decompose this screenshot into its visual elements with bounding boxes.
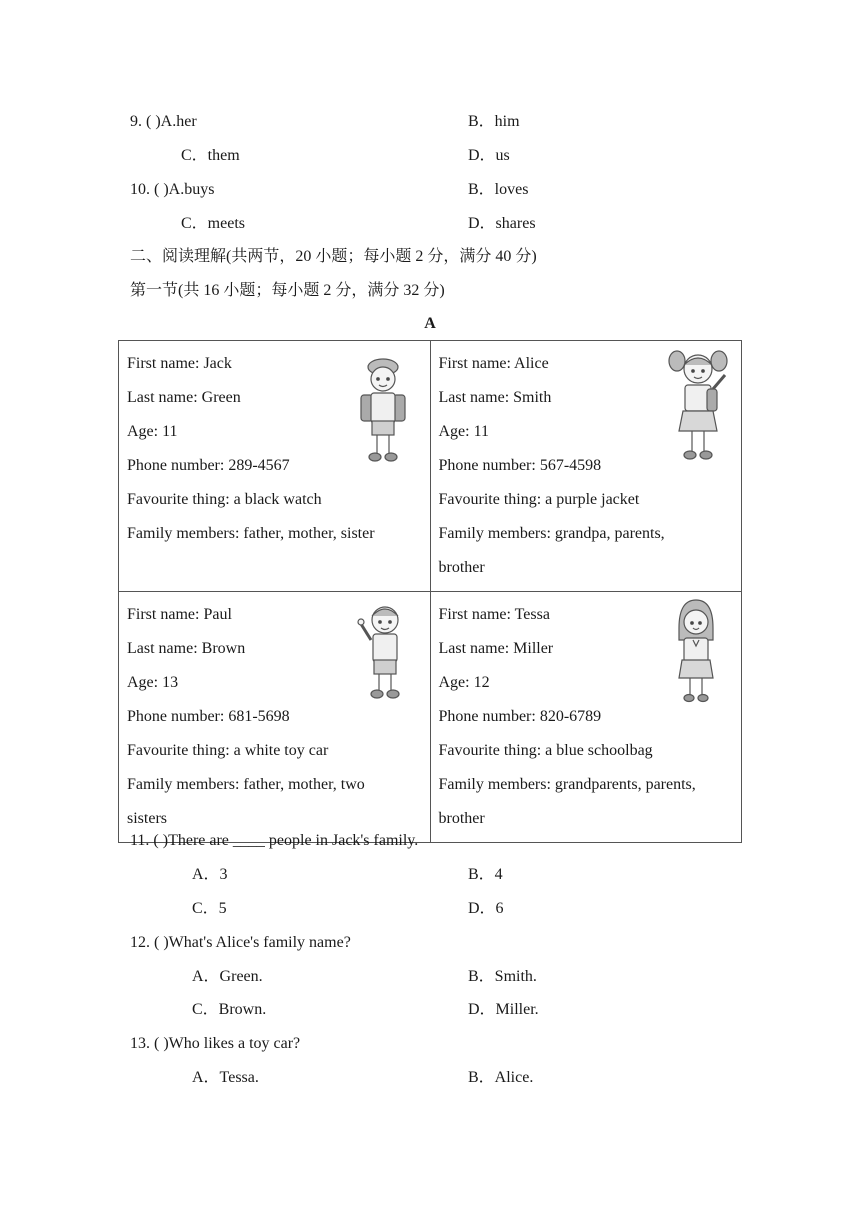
q12-stem: 12. ( )What's Alice's family name?	[130, 934, 351, 951]
card-first-name: First name: Jack	[127, 355, 232, 372]
card-phone: Phone number: 567-4598	[438, 457, 602, 474]
card-family-members: Family members: grandparents, parents,	[438, 776, 696, 793]
q9-option-d: D．us	[468, 147, 510, 164]
card-phone: Phone number: 289-4567	[127, 457, 290, 474]
q12-option-d: D．Miller.	[468, 1001, 539, 1018]
card-phone: Phone number: 820-6789	[438, 708, 602, 725]
card-last-name: Last name: Green	[127, 389, 241, 406]
q11-option-a: A．3	[192, 866, 228, 883]
q9-stem-option-a: 9. ( )A.her	[130, 113, 197, 130]
profile-cards-table	[118, 340, 742, 843]
section-2-title: 二、阅读理解(共两节，20 小题；每小题 2 分，满分 40 分)	[130, 248, 537, 265]
card-family-members-cont: brother	[438, 810, 485, 827]
q11-option-d: D．6	[468, 900, 504, 917]
card-age: Age: 12	[438, 674, 490, 691]
card-favourite-thing: Favourite thing: a purple jacket	[438, 491, 640, 508]
card-family-members-cont: sisters	[127, 810, 167, 827]
card-age: Age: 13	[127, 674, 179, 691]
q11-option-b: B．4	[468, 866, 503, 883]
boy-with-backpack-illustration	[355, 355, 411, 467]
q12-option-b: B．Smith.	[468, 968, 537, 985]
girl-with-pigtails-illustration	[667, 345, 729, 467]
card-first-name: First name: Alice	[438, 355, 549, 372]
q12-option-a: A．Green.	[192, 968, 263, 985]
card-age: Age: 11	[438, 423, 490, 440]
card-family-members: Family members: father, mother, two	[127, 776, 365, 793]
q10-option-c: C．meets	[181, 215, 245, 232]
card-tessa	[430, 592, 742, 843]
card-last-name: Last name: Brown	[127, 640, 246, 657]
card-family-members: Family members: father, mother, sister	[127, 525, 375, 542]
q10-stem-option-a: 10. ( )A.buys	[130, 181, 215, 198]
q9-option-b: B．him	[468, 113, 520, 130]
card-alice	[430, 341, 742, 592]
card-age: Age: 11	[127, 423, 178, 440]
q13-stem: 13. ( )Who likes a toy car?	[130, 1035, 301, 1052]
q13-option-b: B．Alice.	[468, 1069, 534, 1086]
card-last-name: Last name: Miller	[438, 640, 554, 657]
card-phone: Phone number: 681-5698	[127, 708, 290, 725]
card-paul	[119, 592, 431, 843]
card-favourite-thing: Favourite thing: a blue schoolbag	[438, 742, 653, 759]
card-favourite-thing: Favourite thing: a white toy car	[127, 742, 329, 759]
card-first-name: First name: Paul	[127, 606, 232, 623]
girl-in-uniform-illustration	[673, 598, 719, 708]
passage-label: A	[424, 315, 436, 332]
card-family-members: Family members: grandpa, parents,	[438, 525, 665, 542]
waving-boy-illustration	[355, 602, 411, 704]
q11-stem: 11. ( )There are ____ people in Jack's family.	[130, 832, 419, 849]
q10-option-d: D．shares	[468, 215, 536, 232]
q9-option-c: C．them	[181, 147, 240, 164]
card-last-name: Last name: Smith	[438, 389, 552, 406]
card-family-members-cont: brother	[438, 559, 485, 576]
card-first-name: First name: Tessa	[438, 606, 550, 623]
part-1-title: 第一节(共 16 小题；每小题 2 分，满分 32 分)	[130, 282, 445, 299]
q11-option-c: C．5	[192, 900, 227, 917]
card-jack	[119, 341, 431, 592]
card-favourite-thing: Favourite thing: a black watch	[127, 491, 322, 508]
q10-option-b: B．loves	[468, 181, 529, 198]
q12-option-c: C．Brown.	[192, 1001, 267, 1018]
q13-option-a: A．Tessa.	[192, 1069, 259, 1086]
